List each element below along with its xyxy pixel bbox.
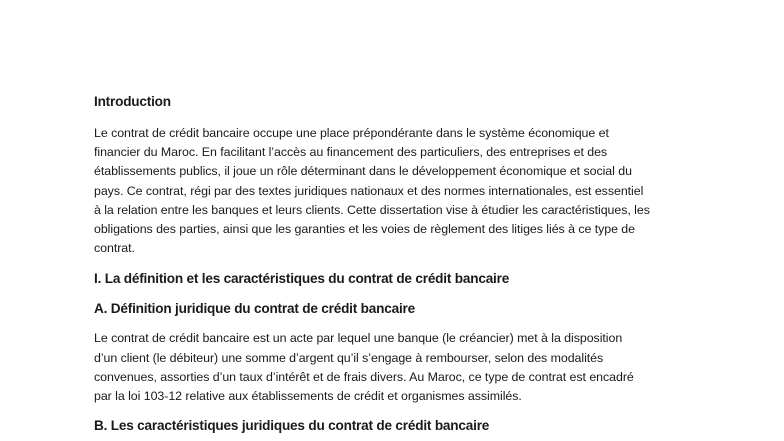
section-b-heading: B. Les caractéristiques juridiques du contrat de crédit bancaire	[94, 418, 490, 434]
section-1-heading: I. La définition et les caractéristiques du contrat de crédit bancaire	[94, 271, 510, 287]
intro-line: pays. Ce contrat, régi par des textes juridiques nationaux et des normes internationales, est essentiel	[94, 183, 644, 198]
intro-line: contrat.	[94, 241, 135, 256]
intro-line: Le contrat de crédit bancaire occupe une place prépondérante dans le système économique et	[94, 126, 609, 140]
intro-paragraph	[94, 124, 694, 258]
section-a-line: d’un client (le débiteur) une somme d’argent qu’il s’engage à rembourser, selon des modalités	[94, 350, 604, 365]
intro-line: établissements publics, il joue un rôle déterminant dans le développement économique et social du	[94, 164, 632, 179]
section-a-line: par la loi 103-12 relative aux établissements de crédit et organismes assimilés.	[94, 389, 522, 404]
section-a-line: convenues, assorties d’un taux d’intérêt et de frais divers. Au Maroc, ce type de contrat est encadré	[94, 369, 634, 384]
section-a-heading: A. Définition juridique du contrat de crédit bancaire	[94, 301, 415, 317]
section-a-line: Le contrat de crédit bancaire est un acte par lequel une banque (le créancier) met à la disposition	[94, 331, 623, 346]
intro-heading: Introduction	[94, 94, 171, 109]
intro-line: financier du Maroc. En facilitant l’accès au financement des particuliers, des entreprises et des	[94, 145, 608, 160]
document-body	[94, 92, 694, 436]
intro-line: obligations des parties, ainsi que les garanties et les voies de règlement des litiges liés à ce type de	[94, 222, 635, 237]
intro-line: à la relation entre les banques et leurs clients. Cette dissertation vise à étudier les caractéristiques, les	[94, 202, 650, 217]
section-a-paragraph	[94, 329, 694, 406]
